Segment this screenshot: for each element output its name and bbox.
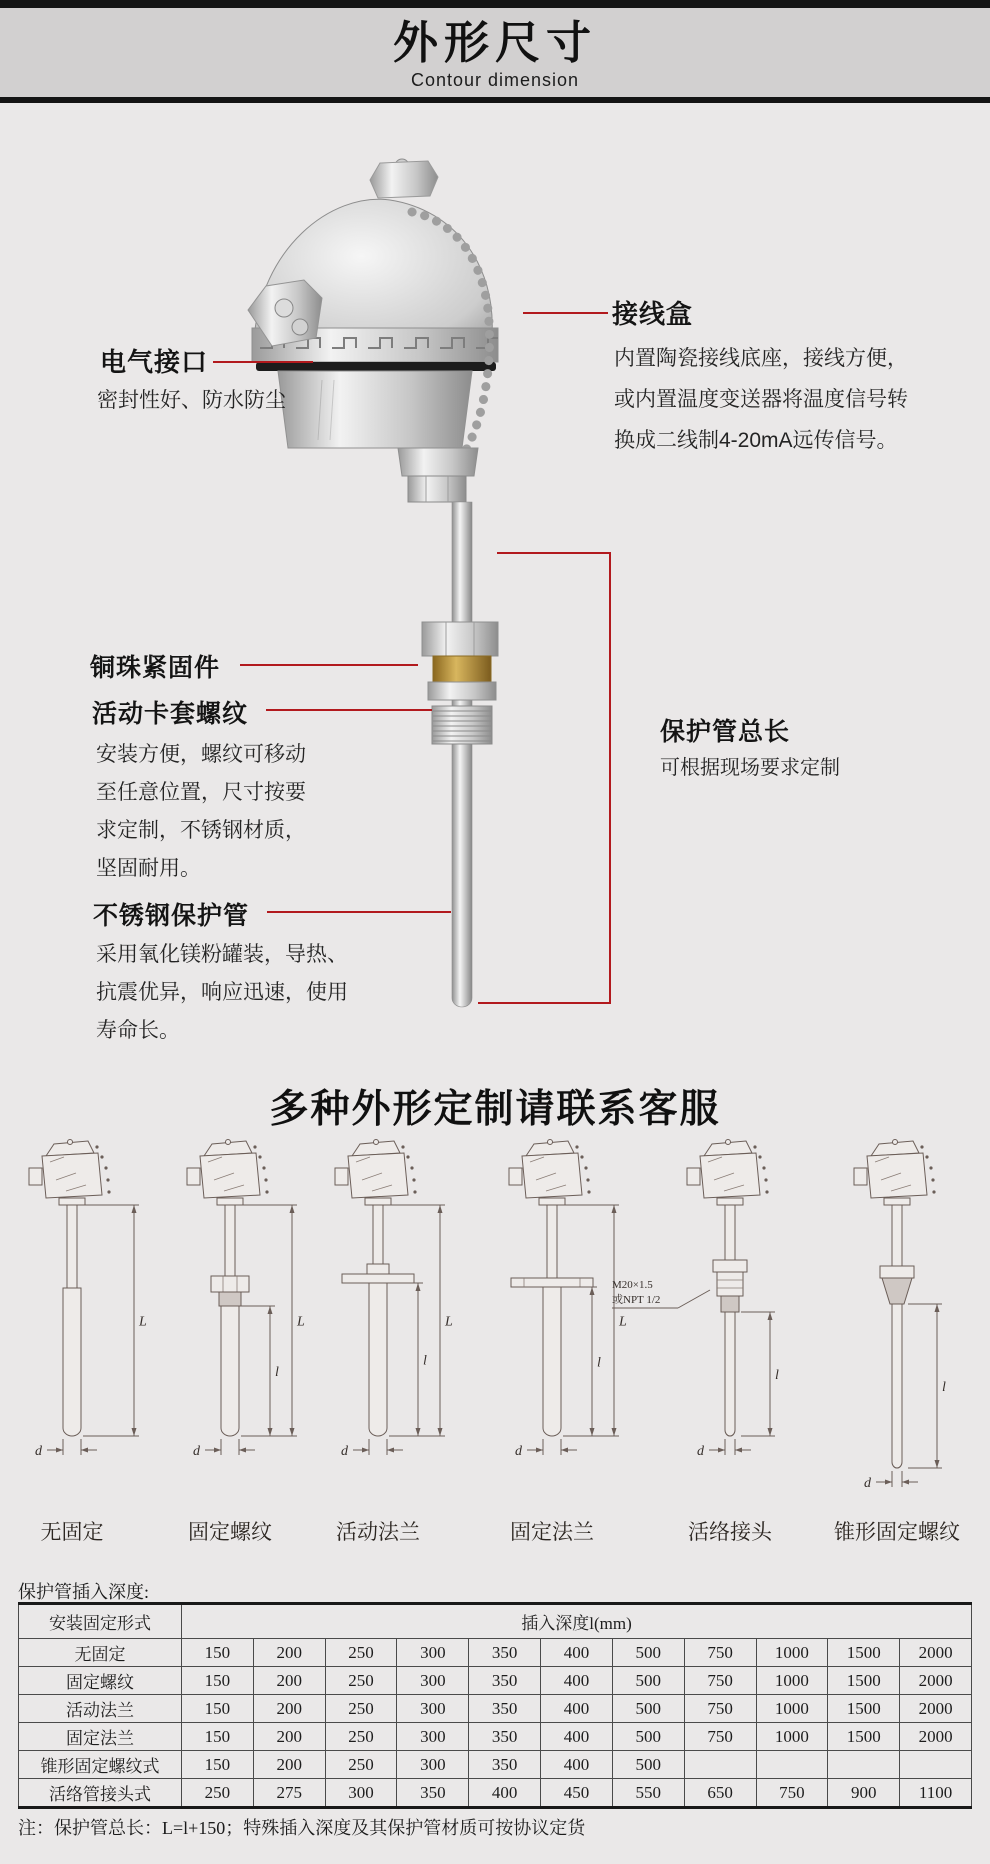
depth-cell: 275 [253,1779,325,1808]
table-row [19,1779,972,1808]
depth-cell: 2000 [900,1723,972,1751]
depth-cell: 500 [612,1723,684,1751]
row-label: 固定螺纹 [19,1667,182,1695]
depth-cell: 250 [325,1723,397,1751]
svg-text:l: l [275,1365,279,1380]
table-row [19,1723,972,1751]
depth-cell: 200 [253,1723,325,1751]
depth-cell: 300 [325,1779,397,1808]
depth-table-body [19,1639,972,1808]
label-ferrule-thread: 活动卡套螺纹 [92,700,249,728]
depth-cell: 250 [325,1695,397,1723]
depth-table-caption: 保护管插入深度: [18,1582,150,1602]
svg-text:d: d [193,1444,200,1459]
desc-line: 坚固耐用。 [96,857,201,880]
depth-cell: 2000 [900,1695,972,1723]
row-label: 活动法兰 [19,1695,182,1723]
depth-cell: 150 [182,1639,254,1667]
svg-text:d: d [697,1444,704,1459]
depth-cell: 2000 [900,1667,972,1695]
svg-text:d: d [864,1476,871,1491]
label-electrical-port: 电气接口 [100,347,209,377]
depth-cell: 750 [684,1667,756,1695]
neck-hex [398,448,478,476]
depth-cell: 200 [253,1695,325,1723]
table-header-row [19,1604,972,1639]
depth-cell: 500 [612,1667,684,1695]
depth-cell: 1500 [828,1695,900,1723]
variant-label: 活络接头 [688,1520,772,1544]
desc-electrical-port: 密封性好、防水防尘 [97,389,286,412]
thread-note: 或NPT 1/2 [612,1294,661,1306]
header-bottom-bar [0,97,990,103]
desc-line: 抗震优异，响应迅速，使用 [96,981,348,1004]
row-label: 锥形固定螺纹式 [19,1751,182,1779]
depth-cell: 1100 [900,1779,972,1808]
depth-cell: 750 [756,1779,828,1808]
depth-cell: 750 [684,1695,756,1723]
desc-line: 寿命长。 [96,1019,180,1042]
depth-cell: 750 [684,1639,756,1667]
table-header-depth: 插入深度l(mm) [182,1604,972,1639]
desc-line: 至任意位置，尺寸按要 [96,781,306,804]
depth-cell: 1500 [828,1723,900,1751]
variant-label: 活动法兰 [336,1520,420,1544]
variant-label: 锥形固定螺纹 [834,1520,960,1544]
threaded-bushing [432,706,492,744]
depth-cell: 1500 [828,1639,900,1667]
leader-steel-tube [267,911,451,913]
variant-label: 固定螺纹 [188,1520,272,1544]
desc-line: 换成二线制4-20mA远传信号。 [614,429,898,452]
gasket-ring [256,362,496,371]
variant-label: 固定法兰 [510,1520,594,1544]
svg-text:l: l [775,1368,779,1383]
svg-text:L: L [619,1314,627,1330]
leader-ferrule-thread [266,709,432,711]
label-steel-tube: 不锈钢保护管 [93,902,250,930]
desc-junction-box [614,338,908,461]
desc-ferrule-thread [96,736,306,888]
leader-junction-box [523,312,608,314]
depth-cell: 200 [253,1639,325,1667]
variant-label: 无固定 [40,1520,104,1544]
depth-cell: 400 [541,1751,613,1779]
table-row [19,1695,972,1723]
depth-cell: 250 [325,1751,397,1779]
depth-cell: 750 [684,1723,756,1751]
depth-cell: 400 [541,1695,613,1723]
depth-cell: 500 [612,1639,684,1667]
svg-text:L: L [139,1314,147,1330]
label-junction-box: 接线盒 [612,299,694,329]
depth-cell: 500 [612,1695,684,1723]
desc-total-length: 可根据现场要求定制 [660,757,840,779]
header-banner [0,0,990,103]
depth-cell: 1000 [756,1723,828,1751]
desc-steel-tube [96,936,348,1050]
svg-text:d: d [35,1444,42,1459]
depth-cell: 550 [612,1779,684,1808]
svg-text:l: l [942,1380,946,1395]
desc-line: 采用氧化镁粉罐装，导热、 [96,943,348,966]
depth-cell: 350 [469,1751,541,1779]
custom-section-title: 多种外形定制请联系客服 [269,1088,721,1131]
depth-cell: 300 [397,1751,469,1779]
desc-line: 安装方便，螺纹可移动 [96,743,306,766]
depth-cell: 650 [684,1779,756,1808]
depth-cell: 200 [253,1751,325,1779]
depth-cell: 400 [541,1723,613,1751]
depth-table-note: 注：保护管总长：L=l+150；特殊插入深度及其保护管材质可按协议定货 [18,1818,586,1838]
depth-cell: 1000 [756,1695,828,1723]
row-label: 固定法兰 [19,1723,182,1751]
depth-cell: 250 [325,1639,397,1667]
depth-table [18,1602,972,1809]
header-top-bar [0,0,990,8]
leader-copper-bead [240,664,418,666]
depth-cell: 350 [469,1667,541,1695]
depth-cell: 150 [182,1667,254,1695]
depth-cell: 1000 [756,1639,828,1667]
depth-cell: 150 [182,1751,254,1779]
label-total-length: 保护管总长 [660,718,791,746]
depth-cell: 2000 [900,1639,972,1667]
desc-line: 或内置温度变送器将温度信号转 [614,388,908,411]
depth-cell: 350 [397,1779,469,1808]
depth-cell [684,1751,756,1779]
length-bracket-vertical [609,552,611,1004]
depth-cell: 400 [541,1667,613,1695]
table-header-mount-type: 安装固定形式 [19,1604,182,1639]
svg-text:L: L [297,1314,305,1330]
row-label: 无固定 [19,1639,182,1667]
depth-cell: 150 [182,1695,254,1723]
variant-diagram [842,1138,990,1516]
ferrule-fitting [422,622,498,700]
variant-diagram [590,1138,830,1516]
product-photo [230,150,520,1030]
depth-cell [828,1751,900,1779]
length-bracket-top [497,552,611,554]
depth-cell: 500 [612,1751,684,1779]
depth-cell: 350 [469,1695,541,1723]
variant-diagrams [0,1138,990,1516]
table-row [19,1667,972,1695]
depth-cell: 1000 [756,1667,828,1695]
depth-cell: 200 [253,1667,325,1695]
depth-cell: 400 [469,1779,541,1808]
depth-cell: 1500 [828,1667,900,1695]
depth-cell: 450 [541,1779,613,1808]
page-subtitle: Contour dimension [410,70,580,90]
junction-box-cap [370,159,438,198]
depth-cell: 300 [397,1695,469,1723]
svg-text:L: L [445,1314,453,1330]
variant-diagram [175,1138,335,1516]
depth-cell [756,1751,828,1779]
depth-cell: 350 [469,1723,541,1751]
header-body [0,8,990,97]
table-row [19,1639,972,1667]
page-title: 外形尺寸 [392,17,597,68]
protection-tube [452,502,472,1007]
depth-cell: 300 [397,1723,469,1751]
depth-cell: 400 [541,1639,613,1667]
label-copper-bead: 铜珠紧固件 [90,654,221,682]
depth-cell: 900 [828,1779,900,1808]
depth-cell: 350 [469,1639,541,1667]
row-label: 活络管接头式 [19,1779,182,1808]
depth-cell: 300 [397,1639,469,1667]
svg-text:l: l [423,1353,427,1369]
desc-line: 内置陶瓷接线底座，接线方便， [614,347,908,370]
length-bracket-bottom [478,1002,611,1004]
copper-bead [433,656,491,682]
svg-text:l: l [597,1355,601,1371]
desc-line: 求定制，不锈钢材质， [96,819,306,842]
depth-cell [900,1751,972,1779]
variant-diagram [17,1138,177,1516]
variant-diagram [323,1138,483,1516]
depth-cell: 300 [397,1667,469,1695]
table-row [19,1751,972,1779]
neck-hex-small [408,476,466,502]
svg-text:d: d [515,1444,522,1459]
svg-text:d: d [341,1444,348,1459]
thread-note: M20×1.5 [612,1279,653,1291]
depth-cell: 250 [182,1779,254,1808]
junction-box-body [278,371,472,448]
depth-cell: 150 [182,1723,254,1751]
depth-cell: 250 [325,1667,397,1695]
leader-electrical-port [213,361,313,363]
